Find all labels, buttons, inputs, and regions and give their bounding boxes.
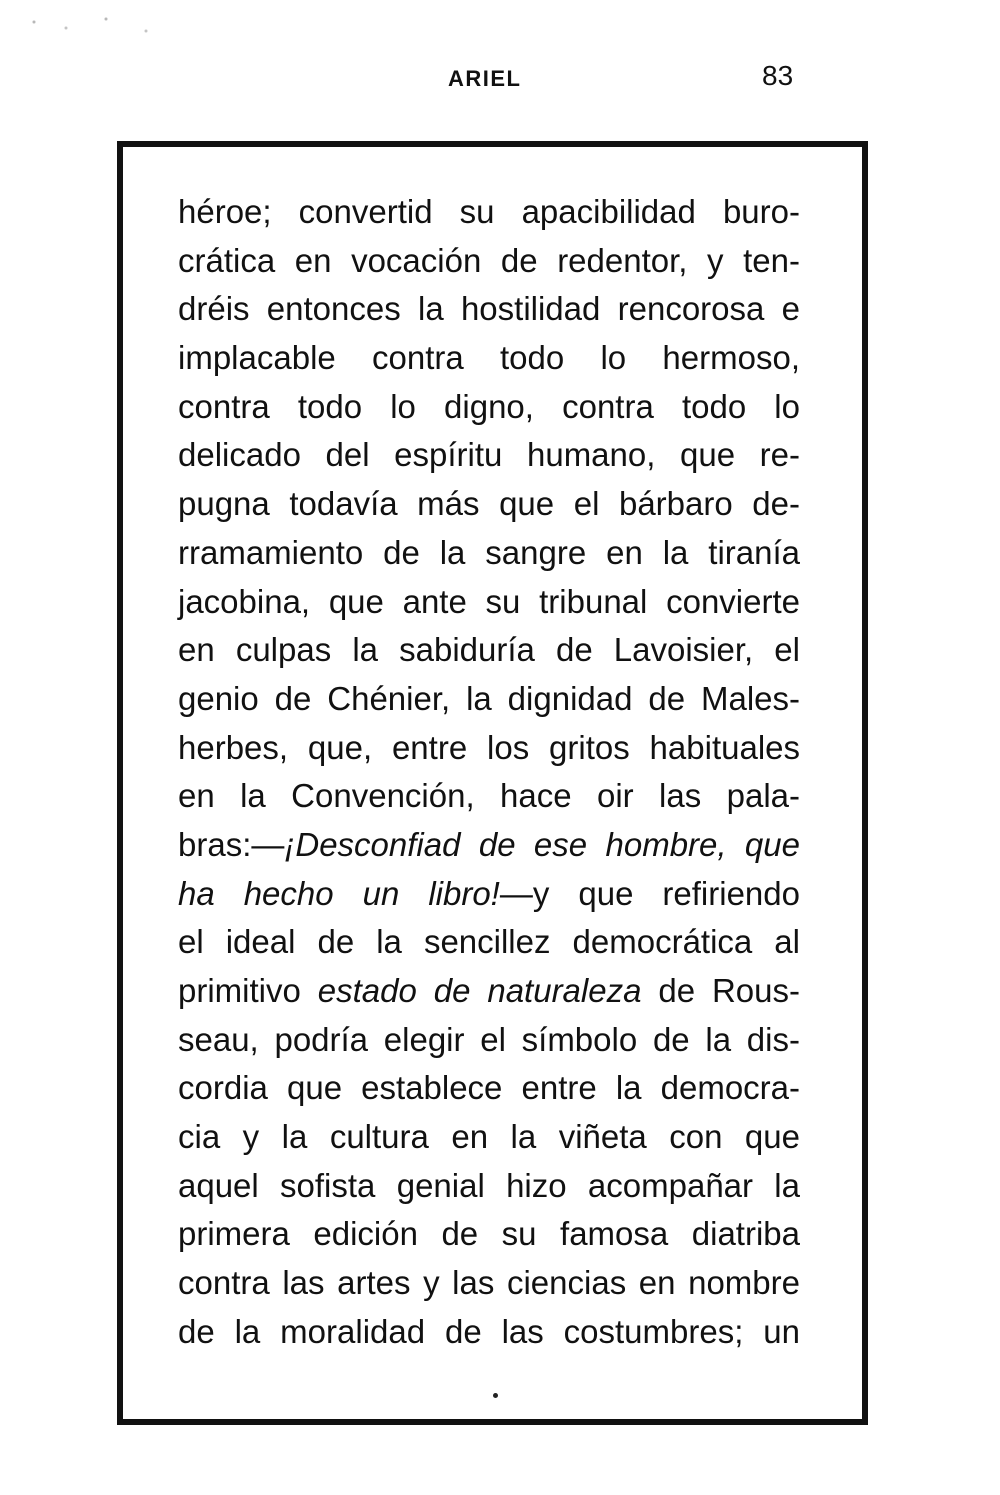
line-text: de Rous- — [641, 972, 800, 1009]
text-line: crática en vocación de redentor, y ten- — [178, 241, 800, 279]
text-line: dréis entonces la hostilidad rencorosa e — [178, 290, 800, 328]
text-line: seau, podría elegir el símbolo de la dis- — [178, 1020, 800, 1058]
body-text — [178, 188, 800, 1357]
running-header — [0, 58, 1000, 98]
page-number: 83 — [762, 60, 794, 91]
text-line: cia y la cultura en la viñeta con que — [178, 1118, 800, 1156]
italic-phrase: estado de naturaleza — [317, 972, 642, 1009]
text-line: jacobina, que ante su tribunal convierte — [178, 582, 800, 620]
italic-phrase: ha hecho un libro! — [178, 874, 500, 912]
text-line-mixed — [178, 870, 800, 919]
text-line: pugna todavía más que el bárbaro de- — [178, 485, 800, 523]
scan-specks — [18, 10, 178, 40]
running-title: ARIEL — [448, 66, 522, 91]
text-line: rramamiento de la sangre en la tiranía — [178, 533, 800, 571]
text-line-mixed — [178, 967, 800, 1016]
text-line: contra todo lo digno, contra todo lo — [178, 387, 800, 425]
line-text: —y que refiriendo — [499, 874, 800, 912]
line-text: primitivo — [178, 972, 318, 1009]
text-line: héroe; convertid su apacibilidad buro- — [178, 193, 800, 230]
text-line: primera edición de su famosa diatriba — [178, 1215, 800, 1253]
italic-phrase: ¡Desconfiad de ese hombre, que — [284, 825, 800, 863]
scan-dot — [493, 1393, 498, 1398]
text-line: aquel sofista genial hizo acompañar la — [178, 1166, 800, 1204]
line-text: bras:— — [178, 825, 285, 863]
text-line: herbes, que, entre los gritos habituales — [178, 728, 800, 766]
text-line: delicado del espíritu humano, que re- — [178, 436, 800, 474]
text-line: genio de Chénier, la dignidad de Males- — [178, 679, 800, 717]
text-line: el ideal de la sencillez democrática al — [178, 923, 800, 961]
text-line: en la Convención, hace oir las pala- — [178, 777, 800, 815]
text-line-mixed — [178, 821, 800, 870]
text-line: cordia que establece entre la democra- — [178, 1069, 800, 1107]
text-line: en culpas la sabiduría de Lavoisier, el — [178, 631, 800, 669]
text-line: de la moralidad de las costumbres; un — [178, 1312, 800, 1350]
text-line: contra las artes y las ciencias en nombre — [178, 1264, 800, 1302]
text-line: implacable contra todo lo hermoso, — [178, 339, 800, 377]
